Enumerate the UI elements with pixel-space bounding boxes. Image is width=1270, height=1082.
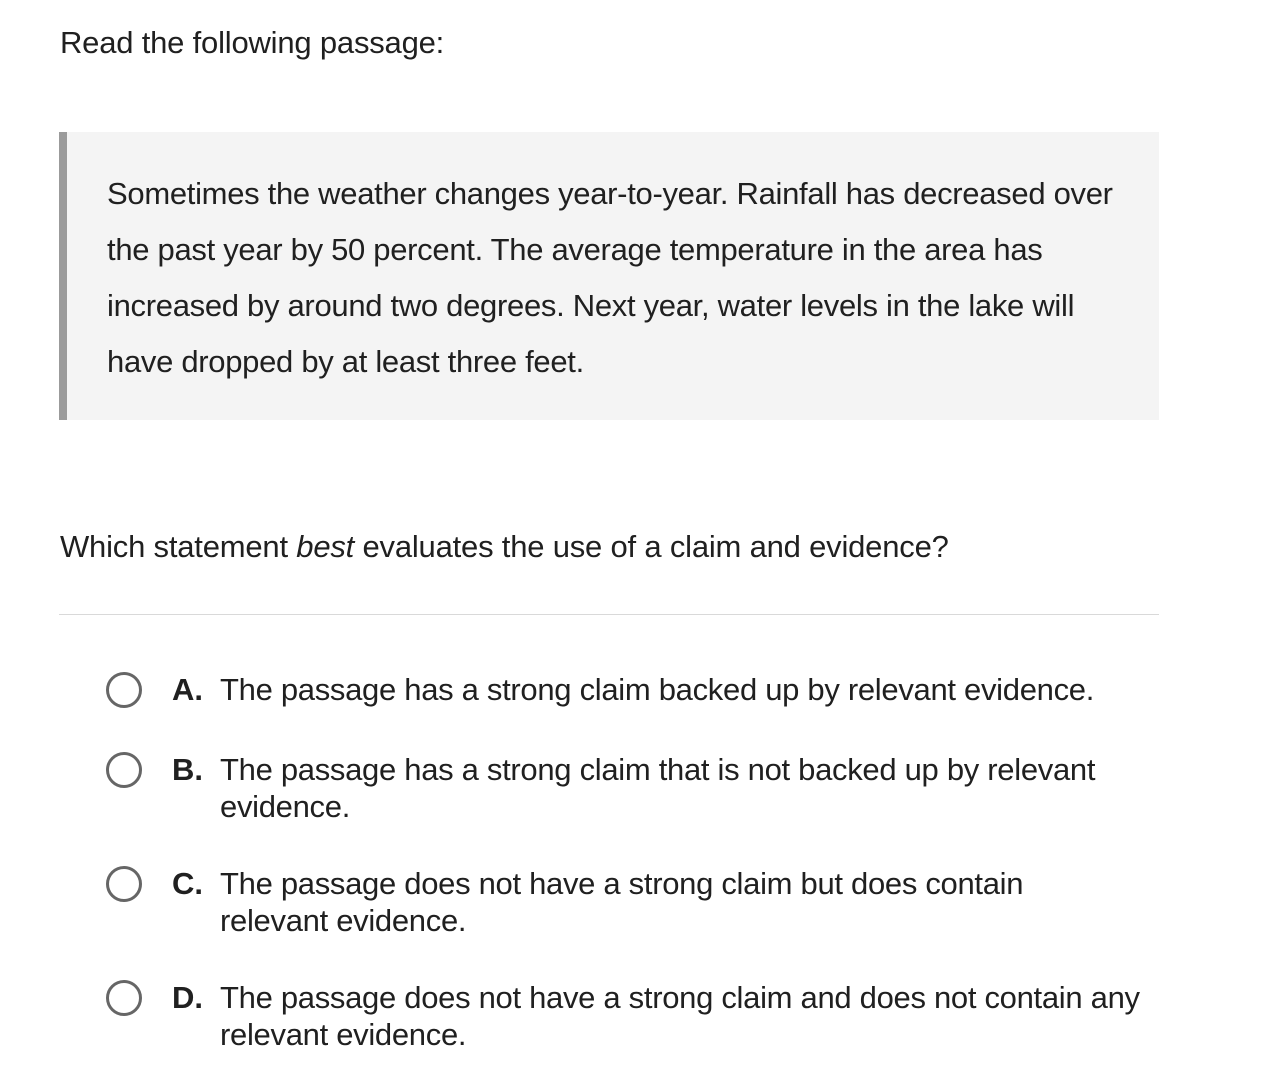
question-text-before: Which statement — [60, 529, 297, 564]
question-emphasis: best — [296, 529, 355, 564]
passage-text: Sometimes the weather changes year-to-year. Rainfall has decreased over the past year by 50 percent. The average temperature in the area has increased by around two degrees. Next year, water levels in the lake will have dropped by at least three feet. — [107, 176, 1113, 379]
radio-button-d[interactable] — [106, 980, 142, 1016]
divider — [59, 614, 1159, 615]
choice-text-d: The passage does not have a strong claim and does not contain any relevant evidence. — [220, 980, 1140, 1052]
radio-button-b[interactable] — [106, 752, 142, 788]
question-prompt — [60, 526, 949, 568]
choice-text-a: The passage has a strong claim backed up by relevant evidence. — [220, 672, 1095, 707]
passage-instruction: Read the following passage: — [60, 25, 445, 60]
question-text-after: evaluates the use of a claim and evidence? — [354, 529, 949, 564]
choice-letter-a: A. — [172, 672, 203, 707]
choice-text-c: The passage does not have a strong claim but does contain relevant evidence. — [220, 866, 1024, 938]
choice-text-b: The passage has a strong claim that is not backed up by relevant evidence. — [220, 752, 1096, 824]
choice-letter-b: B. — [172, 752, 203, 787]
choice-letter-d: D. — [172, 980, 203, 1015]
passage-blockquote — [59, 132, 1159, 420]
radio-button-c[interactable] — [106, 866, 142, 902]
radio-button-a[interactable] — [106, 672, 142, 708]
choice-letter-c: C. — [172, 866, 203, 901]
